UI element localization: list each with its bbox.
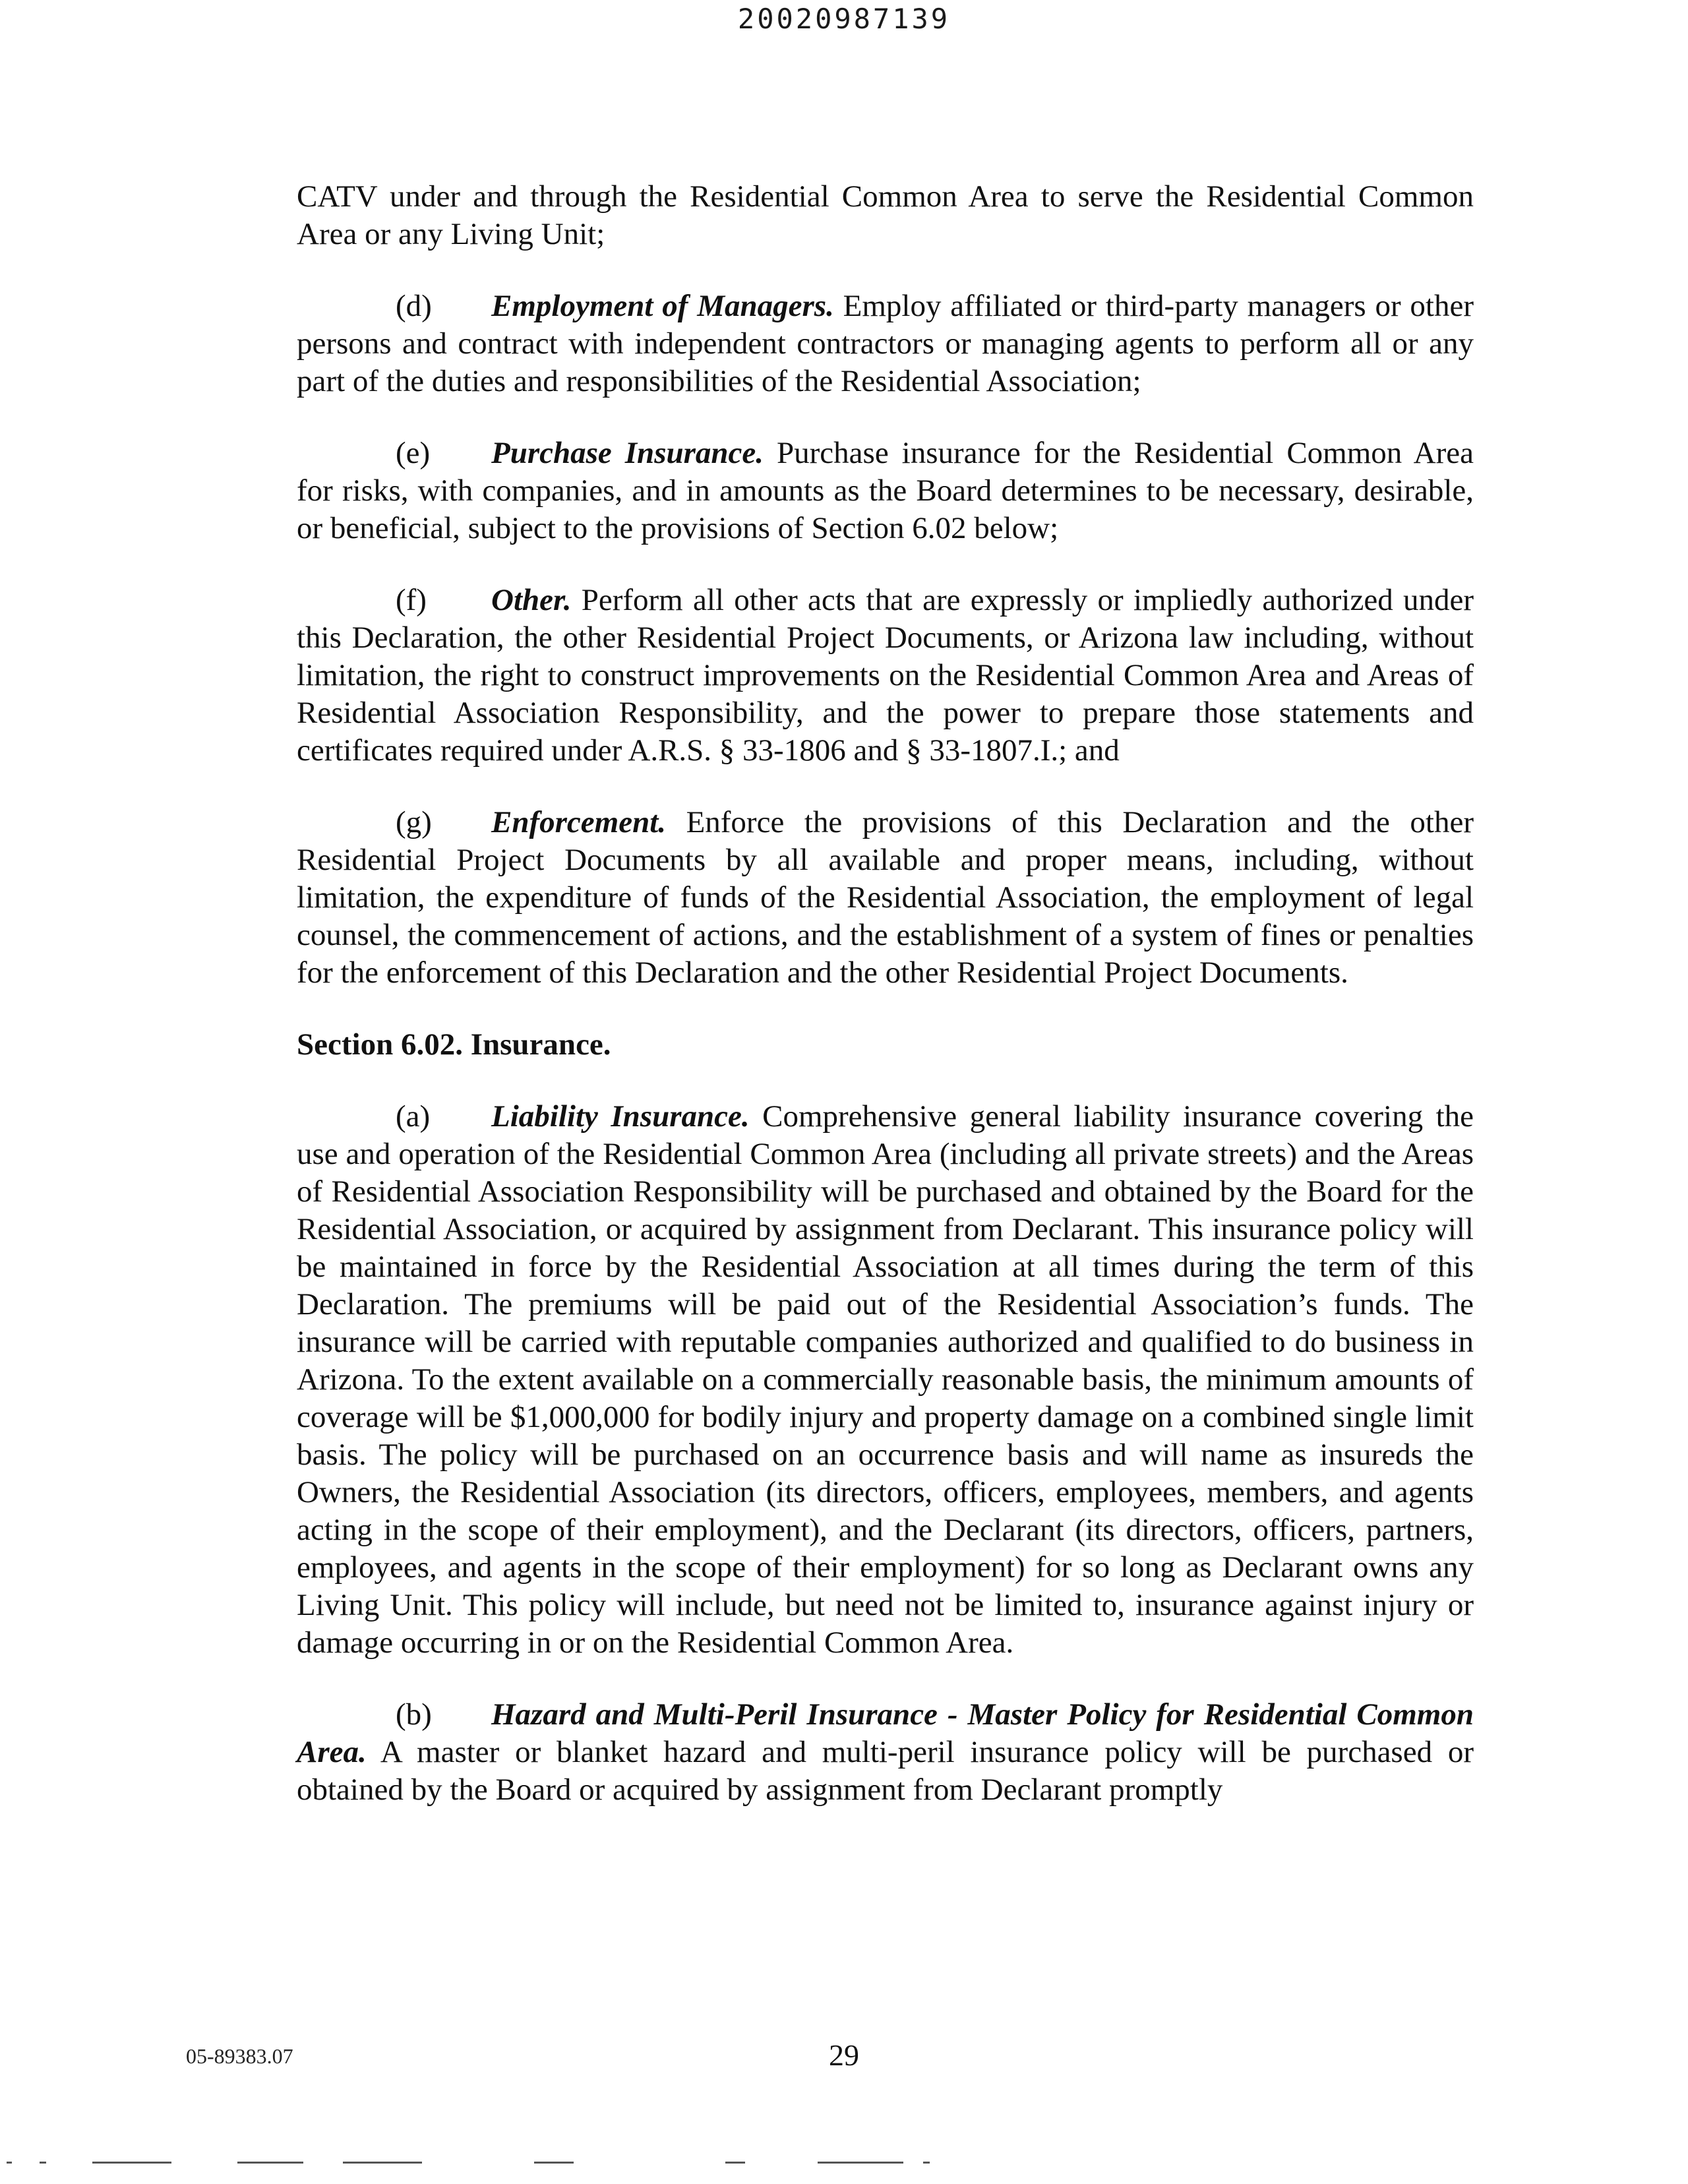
- clause-b: [297, 1696, 1474, 1809]
- clause-label: (a): [396, 1099, 431, 1134]
- clause-heading: Purchase Insurance.: [491, 436, 764, 470]
- clause-label: (g): [396, 805, 432, 839]
- clause-heading: Enforcement.: [491, 805, 667, 839]
- clause-f: [297, 582, 1474, 770]
- clause-a: [297, 1098, 1474, 1662]
- footer-page-number: 29: [829, 2038, 859, 2072]
- clause-text: Comprehensive general liability insurance covering the use and operation of the Residential Common Area (including all private streets) and the Areas of Residential Association Responsibility will be purchased and obtained by the Board for the Residential Association, or acquired by assignment from Declarant. This insurance policy will be maintained in force by the Residential Association at all times during the term of this Declaration. The premiums will be paid out of the Residential Association’s funds. The insurance will be carried with reputable companies authorized and qualified to do business in Arizona. To the extent available on a commercially reasonable basis, the minimum amounts of coverage will be $1,000,000 for bodily injury and property damage on a combined single limit basis. The policy will be purchased on an occurrence basis and will name as insureds the Owners, the Residential Association (its directors, officers, employees, members, and agents acting in the scope of their employment), and the Declarant (its directors, officers, partners, employees, and agents in the scope of their employment) for so long as Declarant owns any Living Unit. This policy will include, but need not be limited to, insurance against injury or damage occurring in or on the Residential Common Area.: [297, 1099, 1474, 1660]
- clause-g: [297, 804, 1474, 992]
- clause-label: (b): [396, 1697, 432, 1732]
- clause-heading: Liability Insurance.: [491, 1099, 750, 1134]
- clause-e: [297, 435, 1474, 547]
- clause-label: (d): [396, 289, 432, 323]
- clause-text: Employ affiliated or third-party managers or other persons and contract with independent contractors or managing agents to perform all or any part of the duties and responsibilities of the Residential Association;: [297, 289, 1474, 398]
- clause-heading: Other.: [491, 583, 572, 617]
- clause-text: Enforce the provisions of this Declaration and the other Residential Project Documents by all available and proper means, including, without limitation, the expenditure of funds of the Residential Association, the employment of legal counsel, the commencement of actions, and the establishment of a system of fines or penalties for the enforcement of this Declaration and the other Residential Project Documents.: [297, 805, 1474, 990]
- clause-text: Purchase insurance for the Residential Common Area for risks, with companies, and in amounts as the Board determines to be necessary, desirable, or beneficial, subject to the provisions of Section 6.02 below;: [297, 436, 1474, 545]
- section-title: Section 6.02. Insurance.: [297, 1027, 611, 1062]
- footer-doc-ref: 05-89383.07: [186, 2044, 293, 2068]
- scan-artifact-line: [0, 2156, 1688, 2169]
- clause-heading: Hazard and Multi-Peril Insurance - Master Policy for Residential Common Area.: [297, 1697, 1474, 1769]
- clause-label: (e): [396, 436, 431, 470]
- clause-text: Perform all other acts that are expressly or impliedly authorized under this Declaration, the other Residential Project Documents, or Arizona law including, without limitation, the right to construct improvements on the Residential Common Area and Areas of Residential Association Responsibility, and the power to prepare those statements and certificates required under A.R.S. § 33-1806 and § 33-1807.I.; and: [297, 583, 1474, 768]
- document-number: 20020987139: [737, 3, 951, 35]
- clause-text: A master or blanket hazard and multi-peril insurance policy will be purchased or obtained by the Board or acquired by assignment from Declarant promptly: [297, 1735, 1474, 1807]
- clause-d: [297, 288, 1474, 400]
- clause-label: (f): [396, 583, 427, 617]
- continuation-paragraph: CATV under and through the Residential Common Area to serve the Residential Common Area or any Living Unit;: [297, 179, 1474, 251]
- document-body: [297, 178, 1474, 1843]
- clause-heading: Employment of Managers.: [491, 289, 834, 323]
